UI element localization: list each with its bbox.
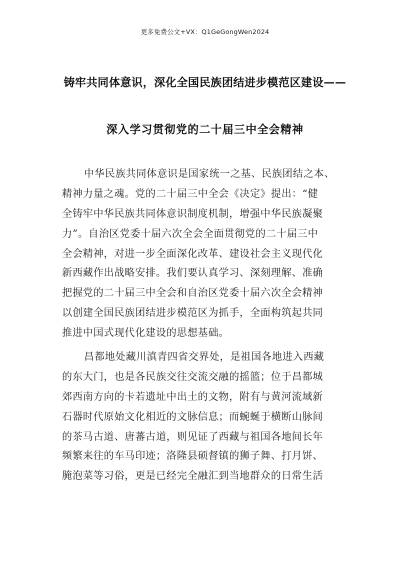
paragraph-line: 郊西南方向的卡若遗址中出土的文物，附有与黄河流域新 <box>62 391 324 403</box>
paragraph-line: 石器时代原始文化相近的文脉信息；而蜿蜒于横断山脉间 <box>62 411 324 423</box>
paragraph-line: 新西藏作出战略安排。我们要认真学习、深刻理解、准确 <box>62 268 324 280</box>
paragraph-line: 的东大门，也是各民族交往交流交融的摇篮；位于昌都城 <box>62 371 324 383</box>
body-paragraph-2 <box>62 348 352 487</box>
document-title-line-1: 铸牢共同体意识，深化全国民族团结进步模范区建设—— <box>63 76 347 89</box>
paragraph-line: 推进中国式现代化建设的思想基础。 <box>62 328 230 340</box>
paragraph-line: 把握党的二十届三中全会和自治区党委十届六次全会精神 <box>62 288 324 300</box>
paragraph-line: 腌泡菜等习俗，更是已经完全融汇到当地群众的日常生活 <box>62 471 324 483</box>
paragraph-line: 频繁来往的车马印迹；洛隆县硕督镇的狮子舞、打月饼、 <box>62 451 324 463</box>
paragraph-line: 全铸牢中华民族共同体意识制度机制，增强中华民族凝聚 <box>62 208 324 220</box>
body-paragraph-1 <box>62 165 352 344</box>
paragraph-line: 昌都地处藏川滇青四省交界处，是祖国各地进入西藏 <box>84 352 325 363</box>
paragraph-line: 以创建全国民族团结进步模范区为抓手，全面构筑起共同 <box>62 308 324 320</box>
document-title-line-2: 深入学习贯彻党的二十届三中全会精神 <box>106 123 304 136</box>
paragraph-line: 的茶马古道、唐蕃古道，则见证了西藏与祖国各地间长年 <box>62 431 324 443</box>
header-note: 更多免费公文+VX：Q1GeGongWen2024 <box>140 28 270 36</box>
paragraph-line: 力”。自治区党委十届六次全会全面贯彻党的二十届三中 <box>62 228 319 240</box>
paragraph-line: 全会精神，对进一步全面深化改革、建设社会主义现代化 <box>62 248 324 260</box>
paragraph-line: 中华民族共同体意识是国家统一之基、民族团结之本、 <box>84 169 335 180</box>
paragraph-line: 精神力量之魂。党的二十届三中全会《决定》提出：“健 <box>62 188 319 200</box>
